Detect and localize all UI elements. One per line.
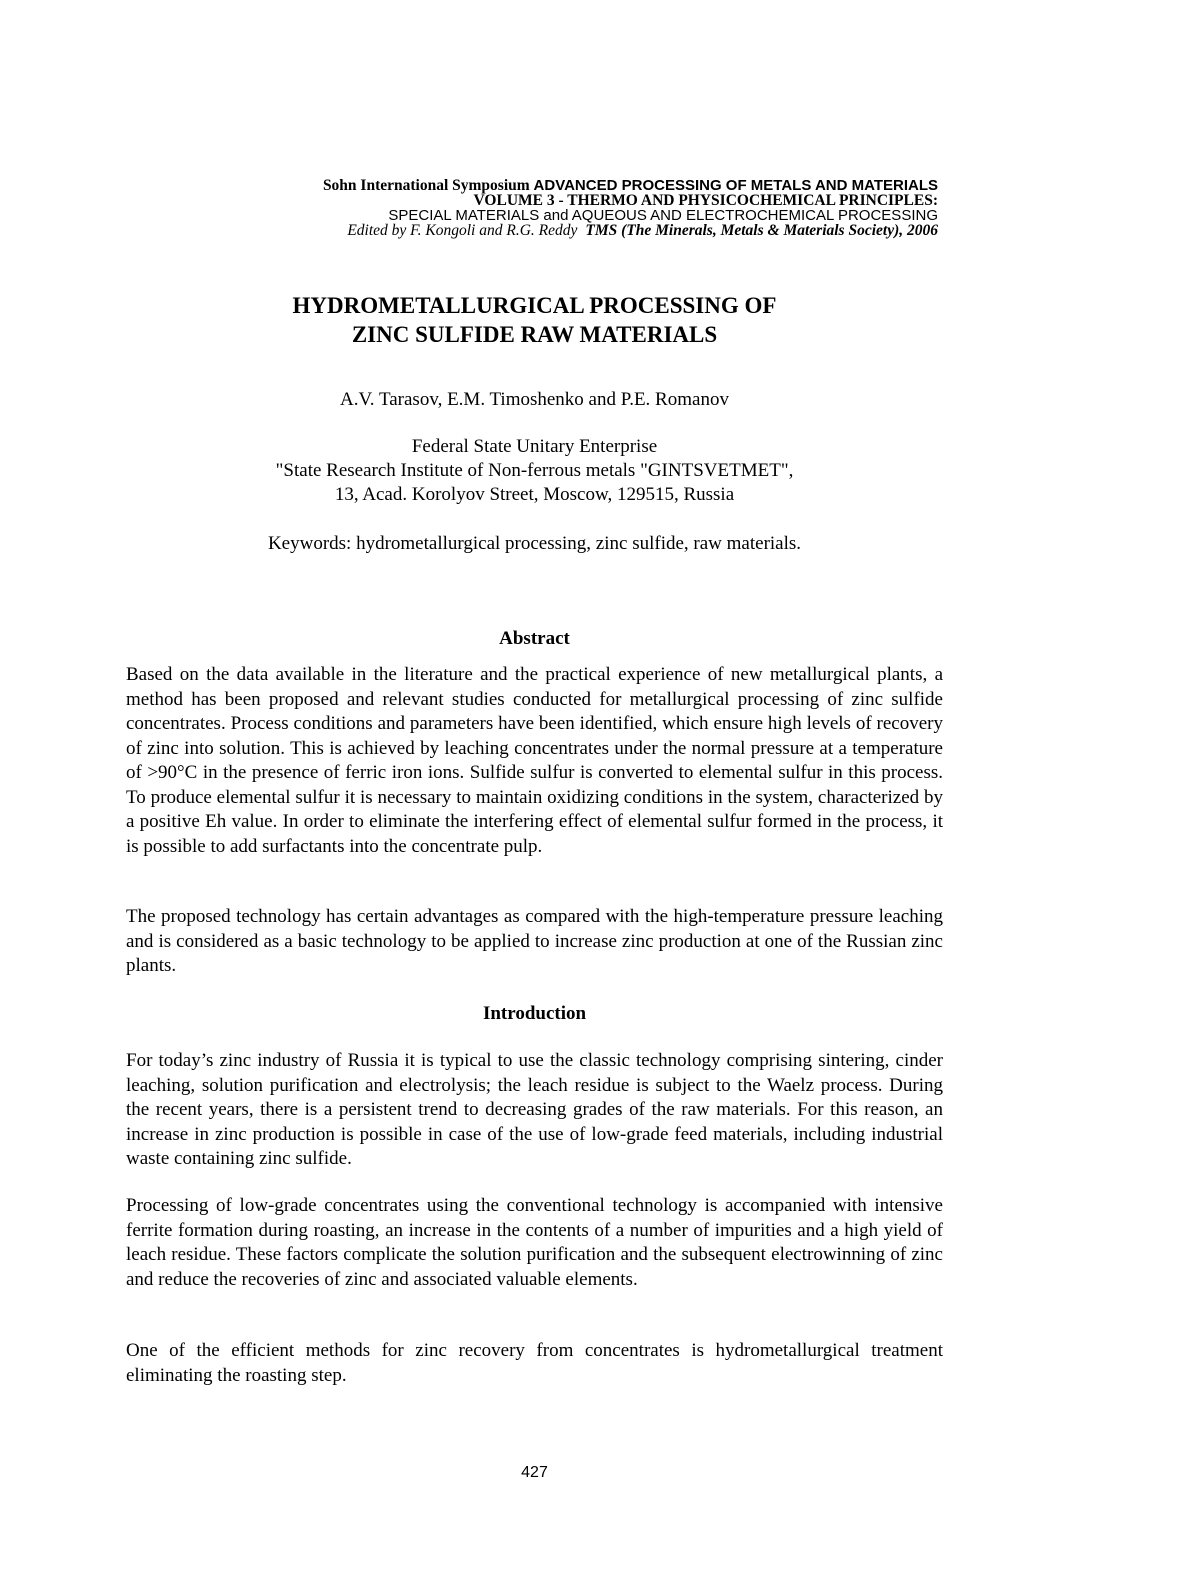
introduction-paragraph-3: One of the efficient methods for zinc recovery from concentrates is hydrometallurgical treatment eliminating the roasting step. xyxy=(126,1340,943,1386)
paper-title-line-2: ZINC SULFIDE RAW MATERIALS xyxy=(351,322,718,347)
affiliation-line-1: Federal State Unitary Enterprise xyxy=(411,436,658,457)
running-header xyxy=(180,178,938,238)
affiliation-line-3: 13, Acad. Korolyov Street, Moscow, 129515, Russia xyxy=(334,484,735,505)
header-credits xyxy=(180,223,938,238)
paper-title xyxy=(126,291,943,349)
affiliation-line-2: "State Research Institute of Non-ferrous metals "GINTSVETMET", xyxy=(275,460,794,481)
header-editors: Edited by F. Kongoli and R.G. Reddy xyxy=(347,222,578,239)
keywords: Keywords: hydrometallurgical processing, zinc sulfide, raw materials. xyxy=(267,533,802,554)
abstract-heading: Abstract xyxy=(499,628,570,649)
abstract-paragraph-1: Based on the data available in the literature and the practical experience of new metallurgical plants, a method has been proposed and relevant studies conducted for metallurgical processing of zinc sulfide concentrates. Process conditions and parameters have been identified, which ensure high levels of recovery of zinc into solution. This is achieved by leaching concentrates under the normal pressure at a temperature of >90°C in the presence of ferric iron ions. Sulfide sulfur is converted to elemental sulfur in this process. To produce elemental sulfur it is necessary to maintain oxidizing conditions in the system, characterized by a positive Eh value. In order to eliminate the interfering effect of elemental sulfur formed in the process, it is possible to add surfactants into the concentrate pulp. xyxy=(126,664,943,857)
page-number: 427 xyxy=(521,1464,548,1481)
paper-title-line-1: HYDROMETALLURGICAL PROCESSING OF xyxy=(292,293,777,318)
introduction-paragraph-2: Processing of low-grade concentrates using the conventional technology is accompanied with intensive ferrite formation during roasting, an increase in the contents of a number of impurities and a high yield of leach residue. These factors complicate the solution purification and the subsequent electrowinning of zinc and reduce the recoveries of zinc and associated valuable elements. xyxy=(126,1195,943,1290)
header-symposium: Sohn International Symposium xyxy=(322,177,530,194)
affiliation xyxy=(126,435,943,507)
authors: A.V. Tarasov, E.M. Timoshenko and P.E. Romanov xyxy=(340,389,729,410)
header-publisher: TMS (The Minerals, Metals & Materials Society), 2006 xyxy=(585,222,938,239)
introduction-heading: Introduction xyxy=(482,1003,587,1024)
abstract-paragraph-2: The proposed technology has certain advantages as compared with the high-temperature pressure leaching and is considered as a basic technology to be applied to increase zinc production at one of the Russian zinc plants. xyxy=(126,906,943,976)
header-line-series xyxy=(180,178,938,193)
header-series-title: ADVANCED PROCESSING OF METALS AND MATERIALS xyxy=(533,177,938,194)
introduction-paragraph-1: For today’s zinc industry of Russia it is typical to use the classic technology comprising sintering, cinder leaching, solution purification and electrolysis; the leach residue is subject to the Waelz process. During the recent years, there is a persistent trend to decreasing grades of the raw materials. For this reason, an increase in zinc production is possible in case of the use of low-grade feed materials, including industrial waste containing zinc sulfide. xyxy=(126,1050,943,1169)
header-subtitle: SPECIAL MATERIALS and AQUEOUS AND ELECTROCHEMICAL PROCESSING xyxy=(388,207,938,224)
header-volume: VOLUME 3 - THERMO AND PHYSICOCHEMICAL PRINCIPLES: xyxy=(473,192,938,209)
